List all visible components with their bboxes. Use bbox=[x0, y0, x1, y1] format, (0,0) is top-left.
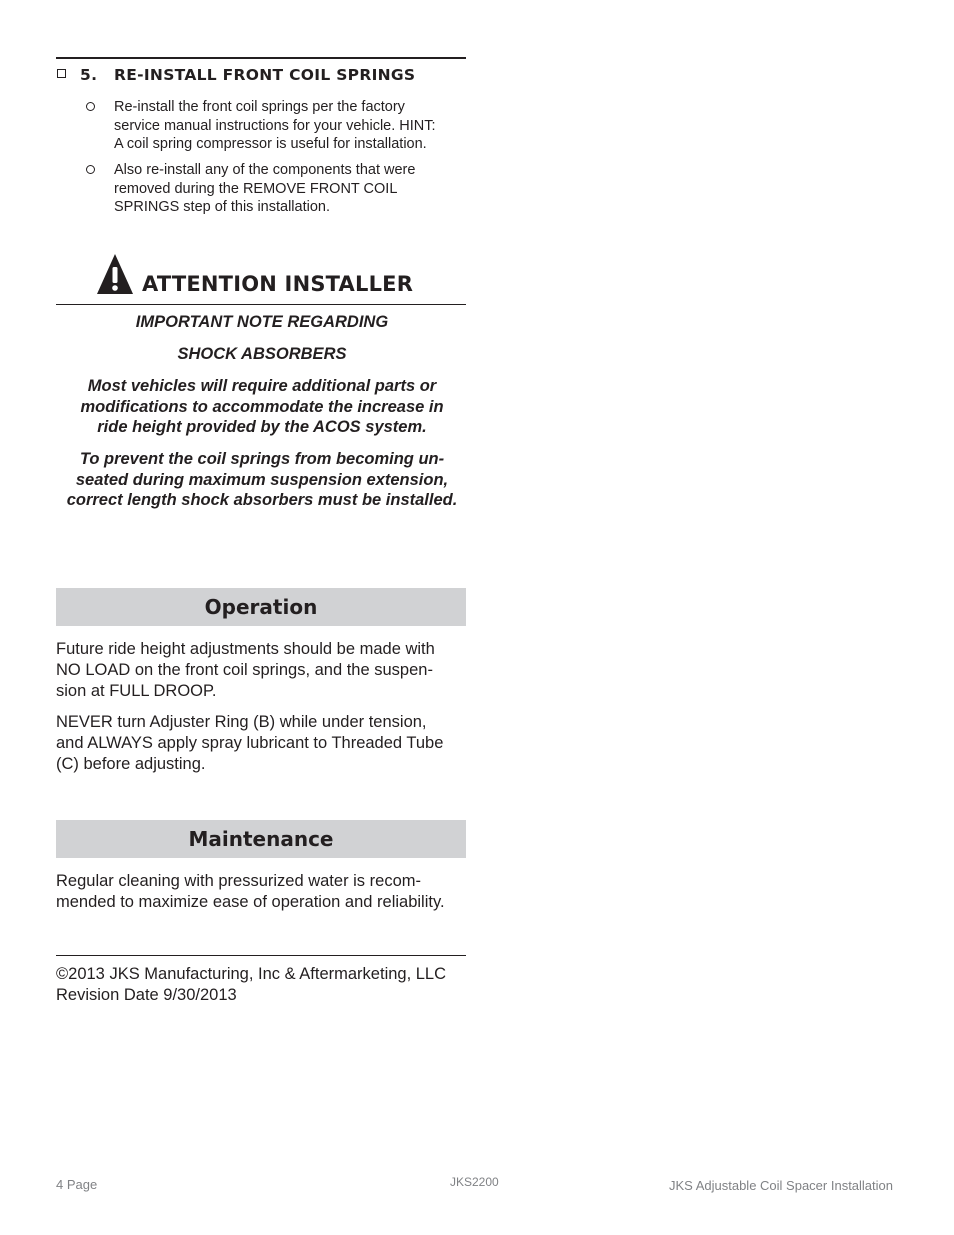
text-line: Regular cleaning with pressurized water is recom- bbox=[56, 872, 421, 890]
text-line: Most vehicles will require additional parts or bbox=[87, 377, 437, 395]
step-title: RE-INSTALL FRONT COIL SPRINGS bbox=[114, 66, 416, 84]
text-line: sion at FULL DROOP. bbox=[56, 682, 217, 700]
operation-heading: Operation bbox=[56, 588, 466, 626]
attention-rule bbox=[56, 304, 466, 305]
attention-title: ATTENTION INSTALLER bbox=[142, 272, 414, 296]
text-line: service manual instructions for your vehicle. HINT: bbox=[114, 117, 436, 134]
text-line: removed during the REMOVE FRONT COIL bbox=[114, 180, 398, 197]
checkbox-icon[interactable] bbox=[57, 69, 66, 78]
attention-heading bbox=[56, 252, 466, 298]
circle-bullet-icon bbox=[86, 102, 95, 111]
attention-paragraph-2 bbox=[52, 449, 472, 511]
text-line: ride height provided by the ACOS system. bbox=[97, 418, 427, 436]
attention-paragraph-1 bbox=[52, 376, 472, 438]
text-line: SPRINGS step of this installation. bbox=[114, 199, 330, 215]
text-line: Also re-install any of the components that were bbox=[114, 162, 416, 178]
list-item bbox=[86, 161, 466, 217]
copyright-line: ©2013 JKS Manufacturing, Inc & Aftermarketing, LLC bbox=[56, 965, 447, 983]
maintenance-paragraph bbox=[56, 871, 471, 913]
bullet-text bbox=[114, 98, 466, 154]
footer-part-number: JKS2200 bbox=[450, 1175, 499, 1189]
maintenance-heading: Maintenance bbox=[56, 820, 466, 858]
text-line: To prevent the coil springs from becoming un- bbox=[79, 450, 445, 468]
footer-page-number: 4 Page bbox=[56, 1177, 98, 1192]
step-number: 5. bbox=[80, 66, 98, 84]
text-line: correct length shock absorbers must be installed. bbox=[66, 491, 458, 509]
step-heading bbox=[56, 66, 476, 86]
operation-paragraph-2 bbox=[56, 712, 471, 775]
note-heading-line-1: IMPORTANT NOTE REGARDING bbox=[135, 313, 389, 331]
text-line: modifications to accommodate the increase in bbox=[80, 397, 444, 416]
text-line: seated during maximum suspension extension, bbox=[75, 470, 449, 489]
top-rule bbox=[56, 57, 466, 59]
note-heading-line-2: SHOCK ABSORBERS bbox=[177, 345, 347, 363]
copyright-block bbox=[56, 964, 471, 1006]
operation-paragraph-1 bbox=[56, 639, 471, 702]
text-line: NEVER turn Adjuster Ring (B) while under tension, bbox=[56, 713, 427, 731]
list-item bbox=[86, 98, 466, 154]
text-line: NO LOAD on the front coil springs, and the suspen- bbox=[56, 661, 433, 679]
warning-triangle-icon bbox=[96, 252, 134, 296]
text-line: Future ride height adjustments should be made with bbox=[56, 640, 435, 658]
copyright-rule bbox=[56, 955, 466, 956]
text-line: and ALWAYS apply spray lubricant to Threaded Tube bbox=[56, 734, 444, 752]
text-line: A coil spring compressor is useful for installation. bbox=[114, 136, 427, 152]
revision-date: Revision Date 9/30/2013 bbox=[56, 986, 237, 1004]
circle-bullet-icon bbox=[86, 165, 95, 174]
bullet-text bbox=[114, 161, 466, 217]
text-line: (C) before adjusting. bbox=[56, 755, 206, 773]
text-line: mended to maximize ease of operation and reliability. bbox=[56, 893, 445, 911]
footer-document-title: JKS Adjustable Coil Spacer Installation bbox=[668, 1178, 893, 1193]
text-line: Re-install the front coil springs per the factory bbox=[114, 99, 405, 115]
